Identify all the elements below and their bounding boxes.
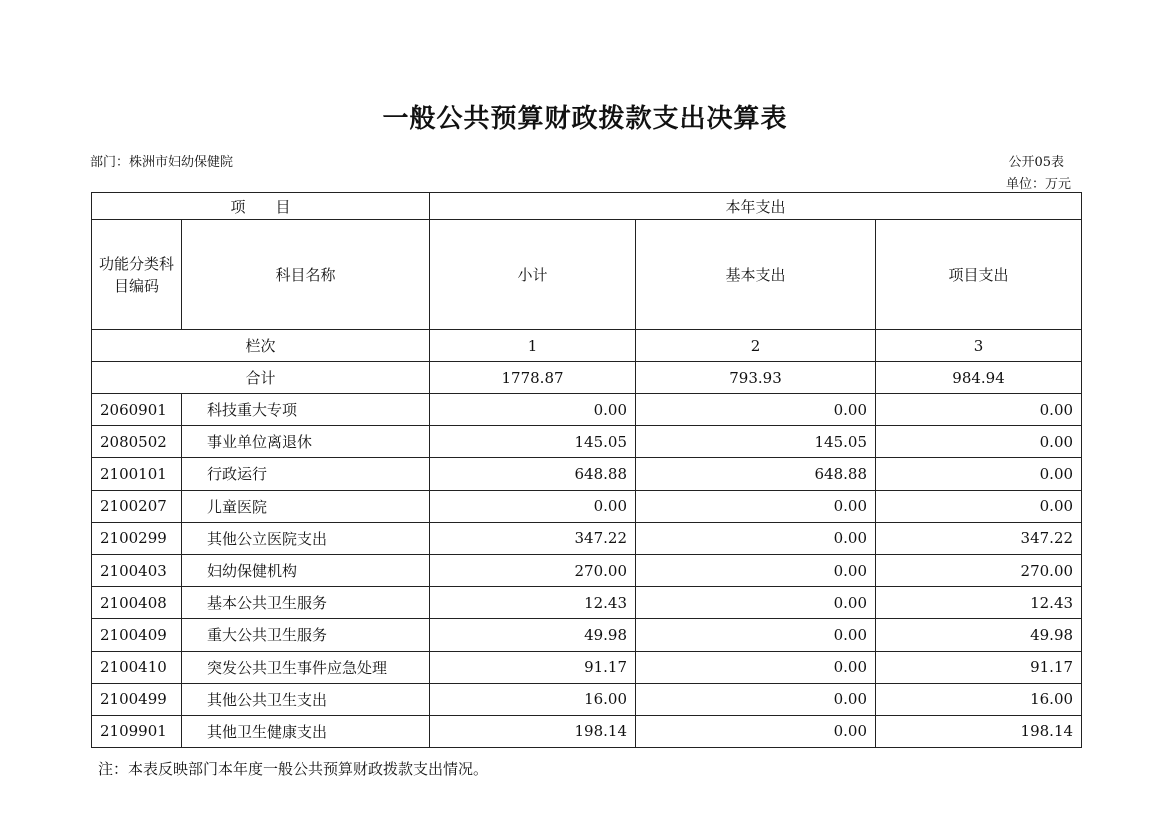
total-project: 984.94 [876,362,1082,394]
header-row-2 [92,220,1082,330]
total-basic: 793.93 [636,362,876,394]
row-code: 2100408 [92,587,182,619]
table-row [92,394,1082,426]
row-basic: 0.00 [636,522,876,554]
total-label: 合计 [92,362,430,394]
row-subtotal: 270.00 [430,554,636,586]
row-basic: 0.00 [636,651,876,683]
table-row [92,651,1082,683]
row-name: 妇幼保健机构 [182,554,430,586]
row-code: 2100410 [92,651,182,683]
row-basic: 145.05 [636,426,876,458]
row-subtotal: 91.17 [430,651,636,683]
table-row [92,619,1082,651]
row-basic: 0.00 [636,715,876,747]
row-project: 16.00 [876,683,1082,715]
row-name: 突发公共卫生事件应急处理 [182,651,430,683]
table-row [92,490,1082,522]
table-row [92,715,1082,747]
row-subtotal: 16.00 [430,683,636,715]
header-current-year: 本年支出 [430,193,1082,220]
row-code: 2100409 [92,619,182,651]
expenditure-table [91,192,1082,748]
row-code: 2100207 [92,490,182,522]
row-code: 2109901 [92,715,182,747]
row-basic: 0.00 [636,683,876,715]
row-subtotal: 0.00 [430,394,636,426]
header-item: 项 目 [92,193,430,220]
row-name: 其他公立医院支出 [182,522,430,554]
column-index-row [92,330,1082,362]
column-index-1: 1 [430,330,636,362]
header-name: 科目名称 [182,220,430,330]
row-subtotal: 648.88 [430,458,636,490]
column-index-3: 3 [876,330,1082,362]
header-basic: 基本支出 [636,220,876,330]
row-project: 0.00 [876,426,1082,458]
row-basic: 0.00 [636,394,876,426]
row-code: 2060901 [92,394,182,426]
row-subtotal: 49.98 [430,619,636,651]
row-basic: 0.00 [636,619,876,651]
row-project: 0.00 [876,490,1082,522]
row-project: 270.00 [876,554,1082,586]
row-project: 198.14 [876,715,1082,747]
department-label: 部门：株洲市妇幼保健院 [90,155,234,170]
row-basic: 0.00 [636,554,876,586]
total-row [92,362,1082,394]
row-basic: 648.88 [636,458,876,490]
row-subtotal: 198.14 [430,715,636,747]
column-index-2: 2 [636,330,876,362]
row-project: 49.98 [876,619,1082,651]
row-project: 0.00 [876,394,1082,426]
row-project: 12.43 [876,587,1082,619]
row-project: 91.17 [876,651,1082,683]
row-name: 儿童医院 [182,490,430,522]
table-row [92,587,1082,619]
row-name: 重大公共卫生服务 [182,619,430,651]
unit-label: 单位：万元 [1005,177,1071,192]
row-name: 其他公共卫生支出 [182,683,430,715]
row-name: 基本公共卫生服务 [182,587,430,619]
row-subtotal: 0.00 [430,490,636,522]
row-code: 2100499 [92,683,182,715]
total-subtotal: 1778.87 [430,362,636,394]
row-basic: 0.00 [636,587,876,619]
table-row [92,458,1082,490]
table-row [92,554,1082,586]
footnote: 注：本表反映部门本年度一般公共预算财政拨款支出情况。 [98,760,489,778]
row-project: 0.00 [876,458,1082,490]
header-row-1 [92,193,1082,220]
form-number: 公开05表 [1008,155,1064,170]
table-row [92,683,1082,715]
page-title: 一般公共预算财政拨款支出决算表 [382,104,788,134]
header-code: 功能分类科目编码 [92,220,182,330]
row-name: 其他卫生健康支出 [182,715,430,747]
table-row [92,426,1082,458]
header-subtotal: 小计 [430,220,636,330]
row-subtotal: 347.22 [430,522,636,554]
column-index-label: 栏次 [92,330,430,362]
row-basic: 0.00 [636,490,876,522]
row-code: 2100101 [92,458,182,490]
table-row [92,522,1082,554]
row-name: 事业单位离退休 [182,426,430,458]
row-name: 科技重大专项 [182,394,430,426]
row-code: 2080502 [92,426,182,458]
row-project: 347.22 [876,522,1082,554]
header-project: 项目支出 [876,220,1082,330]
row-subtotal: 145.05 [430,426,636,458]
row-code: 2100403 [92,554,182,586]
row-subtotal: 12.43 [430,587,636,619]
row-code: 2100299 [92,522,182,554]
row-name: 行政运行 [182,458,430,490]
